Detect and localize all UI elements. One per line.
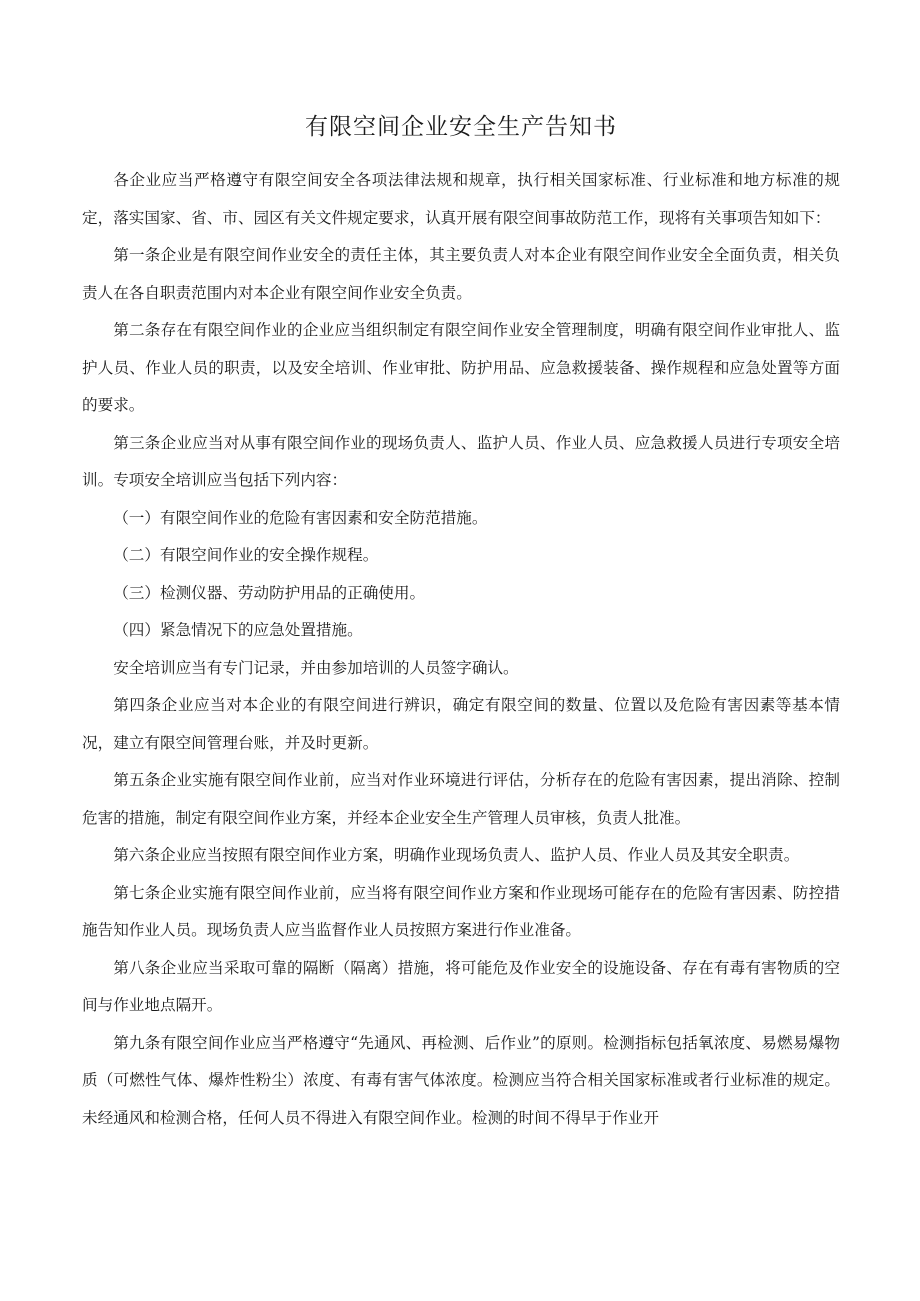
article-1: 第一条企业是有限空间作业安全的责任主体，其主要负责人对本企业有限空间作业安全全面负责，相关负责人在各自职责范围内对本企业有限空间作业安全负责。 — [82, 246, 840, 302]
document-title: 有限空间企业安全生产告知书 — [305, 114, 617, 140]
article-3-item-3: （三）检测仪器、劳动防护用品的正确使用。 — [113, 583, 426, 602]
article-7: 第七条企业实施有限空间作业前，应当将有限空间作业方案和作业现场可能存在的危险有害因素、防控措施告知作业人员。现场负责人应当监督作业人员按照方案进行作业准备。 — [82, 883, 840, 939]
article-4: 第四条企业应当对本企业的有限空间进行辨识，确定有限空间的数量、位置以及危险有害因素等基本情况，建立有限空间管理台账，并及时更新。 — [82, 696, 840, 752]
article-2: 第二条存在有限空间作业的企业应当组织制定有限空间作业安全管理制度，明确有限空间作业审批人、监护人员、作业人员的职责，以及安全培训、作业审批、防护用品、应急救援装备、操作规程和应急处置等方面的要求。 — [82, 321, 840, 414]
article-8: 第八条企业应当采取可靠的隔断（隔离）措施，将可能危及作业安全的设施设备、存在有毒有害物质的空间与作业地点隔开。 — [82, 958, 840, 1014]
intro-paragraph: 各企业应当严格遵守有限空间安全各项法律法规和规章，执行相关国家标准、行业标准和地方标准的规定，落实国家、省、市、园区有关文件规定要求，认真开展有限空间事故防范工作，现将有关事项告知如下： — [82, 171, 840, 227]
article-3: 第三条企业应当对从事有限空间作业的现场负责人、监护人员、作业人员、应急救援人员进行专项安全培训。专项安全培训应当包括下列内容： — [82, 433, 840, 489]
article-3-item-1: （一）有限空间作业的危险有害因素和安全防范措施。 — [113, 508, 488, 527]
article-3-note: 安全培训应当有专门记录，并由参加培训的人员签字确认。 — [113, 658, 519, 677]
article-3-item-2: （二）有限空间作业的安全操作规程。 — [113, 546, 379, 564]
article-6: 第六条企业应当按照有限空间作业方案，明确作业现场负责人、监护人员、作业人员及其安全职责。 — [113, 846, 800, 864]
article-3-item-4: （四）紧急情况下的应急处置措施。 — [113, 621, 363, 639]
article-5: 第五条企业实施有限空间作业前，应当对作业环境进行评估，分析存在的危险有害因素，提出消除、控制危害的措施，制定有限空间作业方案，并经本企业安全生产管理人员审核，负责人批准。 — [82, 771, 840, 827]
article-9: 第九条有限空间作业应当严格遵守“先通风、再检测、后作业”的原则。检测指标包括氧浓度、易燃易爆物质（可燃性气体、爆炸性粉尘）浓度、有毒有害气体浓度。检测应当符合相关国家标准或者行业标准的规定。未经通风和检测合格，任何人员不得进入有限空间作业。检测的时间不得早于作业开 — [82, 1033, 840, 1127]
